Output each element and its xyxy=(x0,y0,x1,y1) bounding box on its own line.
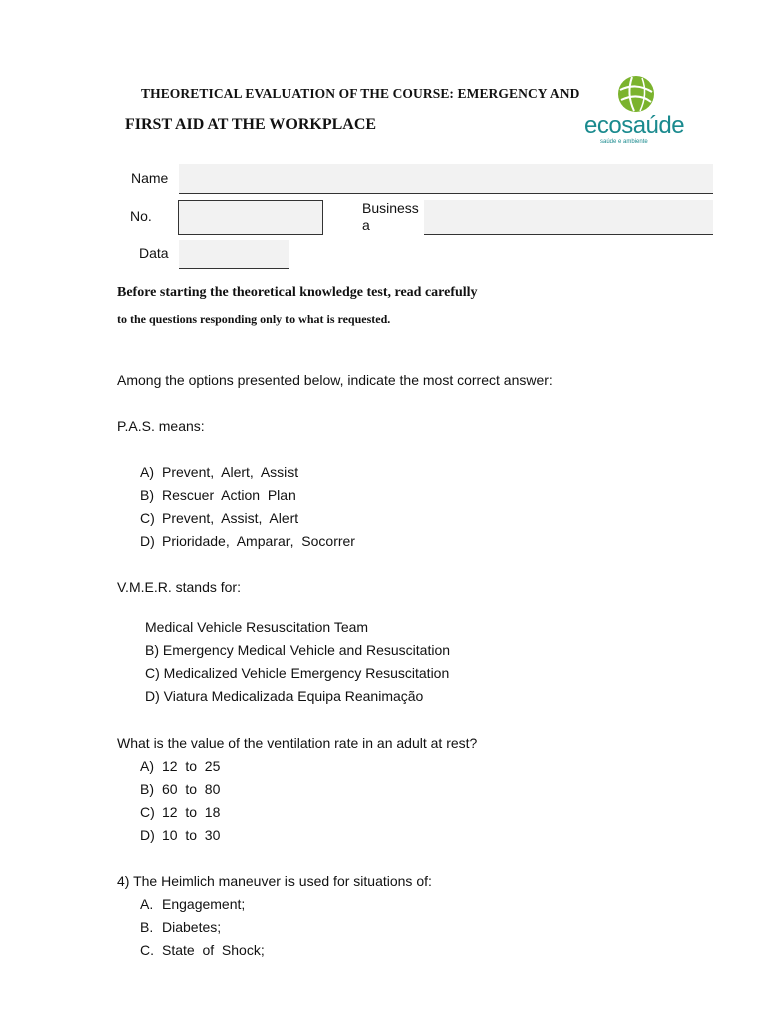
date-label: Data xyxy=(139,245,169,261)
intro-line-1: Before starting the theoretical knowledge test, read carefully xyxy=(117,285,478,300)
logo-wordmark: ecosaúde xyxy=(584,112,685,139)
question-2-option-b: B) Emergency Medical Vehicle and Resuscitation xyxy=(145,642,451,658)
question-1: P.A.S. means: xyxy=(117,418,205,434)
name-label: Name xyxy=(131,170,169,186)
question-2-option-d: D) Viatura Medicalizada Equipa Reanimação xyxy=(145,688,424,704)
question-1-option-b: B) Rescuer Action Plan xyxy=(140,487,296,503)
business-label-line-2: a xyxy=(362,217,370,233)
ecosaude-logo xyxy=(584,74,688,150)
question-3-option-c: C) 12 to 18 xyxy=(140,804,221,820)
logo-tagline: saúde e ambiente xyxy=(600,139,648,145)
intro-line-2: to the questions responding only to what is requested. xyxy=(117,312,391,326)
question-1-option-a: A) Prevent, Alert, Assist xyxy=(140,464,299,480)
question-3-option-b: B) 60 to 80 xyxy=(140,781,221,797)
question-3: What is the value of the ventilation rate in an adult at rest? xyxy=(117,735,478,751)
question-3-option-d: D) 10 to 30 xyxy=(140,827,221,843)
business-label-line-1: Business xyxy=(362,200,419,216)
date-field[interactable] xyxy=(179,240,289,269)
question-2: V.M.E.R. stands for: xyxy=(117,579,241,595)
business-label xyxy=(362,200,419,234)
question-2-option-a: Medical Vehicle Resuscitation Team xyxy=(145,619,369,635)
document-title-line-1: THEORETICAL EVALUATION OF THE COURSE: EMERGENCY AND xyxy=(141,86,580,101)
question-4-option-b: B. Diabetes; xyxy=(140,919,222,935)
question-3-option-a: A) 12 to 25 xyxy=(140,758,221,774)
instruction-text: Among the options presented below, indicate the most correct answer: xyxy=(117,372,553,388)
number-field[interactable] xyxy=(178,200,323,235)
question-2-option-c: C) Medicalized Vehicle Emergency Resuscitation xyxy=(145,665,450,681)
question-1-option-d: D) Prioridade, Amparar, Socorrer xyxy=(140,533,355,549)
number-label: No. xyxy=(130,208,152,224)
business-field[interactable] xyxy=(424,200,713,235)
question-1-option-c: C) Prevent, Assist, Alert xyxy=(140,510,299,526)
question-4: 4) The Heimlich maneuver is used for situations of: xyxy=(117,873,432,889)
question-4-option-c: C. State of Shock; xyxy=(140,942,265,958)
name-field[interactable] xyxy=(179,164,713,194)
question-4-option-a: A. Engagement; xyxy=(140,896,246,912)
globe-icon xyxy=(616,74,656,114)
document-title-line-2: FIRST AID AT THE WORKPLACE xyxy=(125,116,377,133)
